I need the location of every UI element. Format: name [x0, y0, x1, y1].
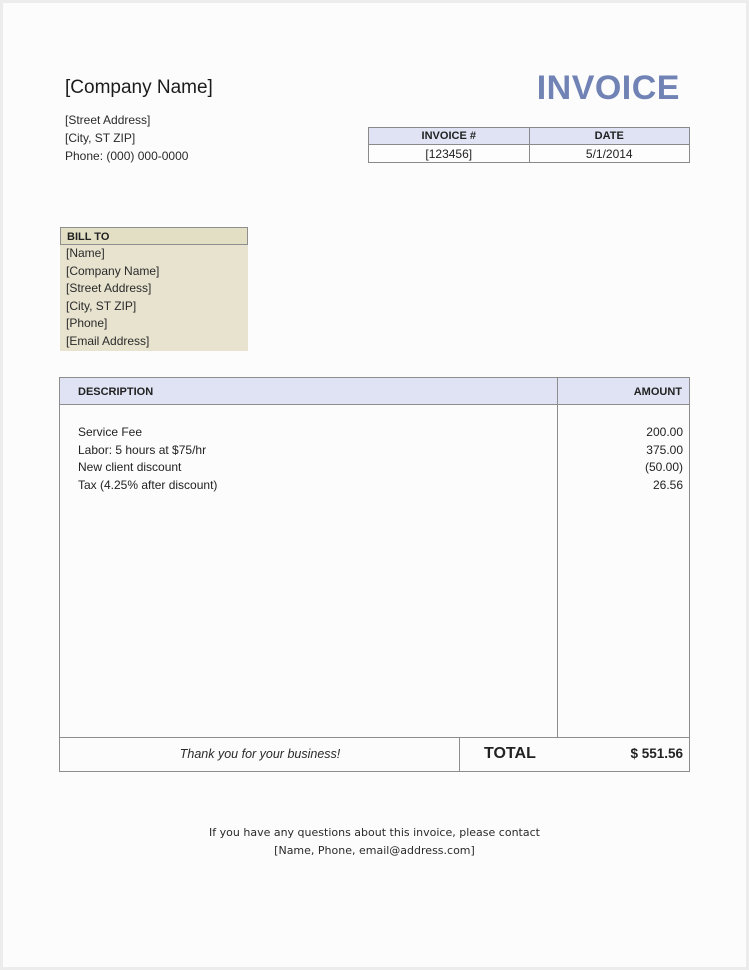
bill-to-heading: BILL TO [60, 227, 248, 245]
totals-row [60, 737, 689, 772]
bill-to-company: [Company Name] [66, 263, 160, 278]
thank-you-message: Thank you for your business! [179, 747, 341, 761]
company-name: [Company Name] [65, 77, 213, 98]
item-description: Service Fee [78, 425, 143, 439]
item-description: New client discount [78, 460, 182, 474]
company-street: [Street Address] [65, 113, 151, 127]
table-row [60, 443, 689, 461]
bill-to-city: [City, ST ZIP] [66, 298, 137, 313]
bill-to-email: [Email Address] [66, 333, 150, 348]
bill-to-phone: [Phone] [66, 316, 108, 330]
table-row [60, 460, 689, 478]
line-items-header [60, 378, 689, 405]
item-amount: 200.00 [646, 425, 683, 439]
item-amount: 26.56 [652, 477, 683, 492]
line-items-rows [60, 425, 689, 495]
invoice-page [3, 3, 746, 967]
bill-to-block [60, 227, 248, 351]
line-items-table [59, 377, 690, 772]
total-divider [459, 738, 460, 772]
bill-to-name: [Name] [66, 246, 105, 260]
invoice-meta-table [368, 127, 690, 163]
company-city: [City, ST ZIP] [65, 131, 136, 145]
item-amount: (50.00) [644, 460, 683, 474]
contact-line-1: If you have any questions about this invoice, please contact [209, 826, 540, 839]
invoice-number-value: [123456] [369, 145, 530, 163]
date-value: 5/1/2014 [529, 145, 690, 163]
total-label: TOTAL [484, 745, 536, 762]
amount-header: AMOUNT [633, 386, 682, 398]
bill-to-street: [Street Address] [66, 281, 152, 295]
table-row [60, 478, 689, 496]
company-phone: Phone: (000) 000-0000 [65, 149, 189, 163]
contact-line-2: [Name, Phone, email@address.com] [274, 844, 475, 857]
table-row [60, 425, 689, 443]
item-amount: 375.00 [646, 442, 683, 457]
invoice-title: INVOICE [536, 69, 680, 107]
invoice-number-header: INVOICE # [369, 128, 530, 145]
date-header: DATE [529, 128, 690, 145]
item-description: Labor: 5 hours at $75/hr [78, 442, 207, 457]
item-description: Tax (4.25% after discount) [78, 477, 218, 492]
total-value: $ 551.56 [630, 746, 683, 761]
description-header: DESCRIPTION [78, 386, 154, 398]
